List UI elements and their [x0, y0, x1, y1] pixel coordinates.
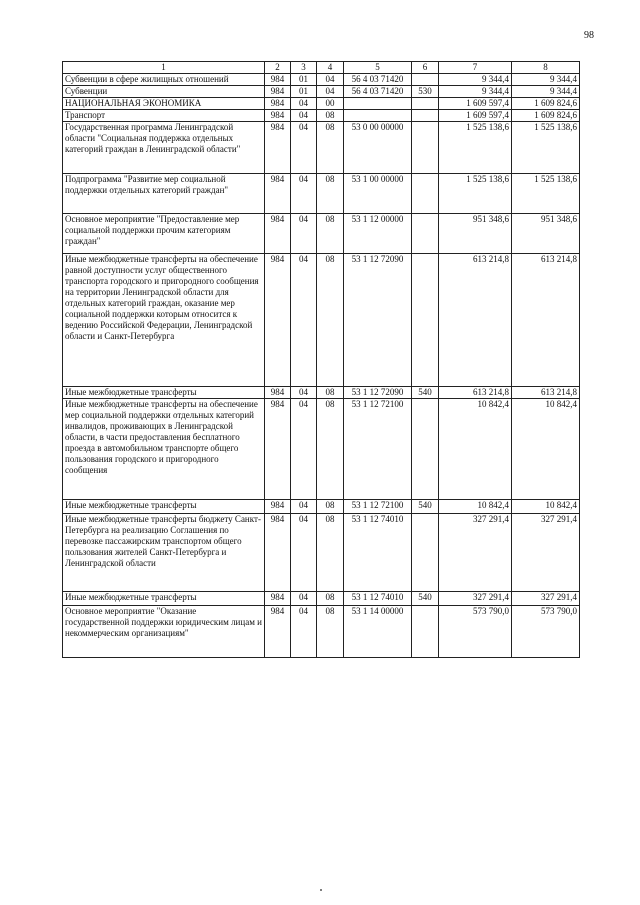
- row-gr: 984: [265, 254, 291, 387]
- row-csr: 53 0 00 00000: [344, 122, 412, 174]
- row-csr: 53 1 14 00000: [344, 606, 412, 658]
- row-sum1: 10 842,4: [439, 399, 512, 500]
- row-rz: 04: [291, 514, 317, 592]
- row-csr: 56 4 03 71420: [344, 86, 412, 98]
- row-gr: 984: [265, 387, 291, 399]
- table-row: [63, 399, 580, 500]
- row-sum1: 951 348,6: [439, 214, 512, 254]
- row-name: Подпрограмма "Развитие мер социальной поддержки отдельных категорий граждан": [63, 174, 265, 214]
- row-sum1: 327 291,4: [439, 514, 512, 592]
- row-rz: 04: [291, 254, 317, 387]
- header-cell: 8: [512, 62, 580, 74]
- row-vr: [412, 514, 439, 592]
- row-rz: 04: [291, 214, 317, 254]
- row-sum1: 613 214,8: [439, 387, 512, 399]
- row-name: Основное мероприятие "Оказание государственной поддержки юридическим лицам и некоммерческим организациям": [63, 606, 265, 658]
- row-csr: 53 1 12 72100: [344, 500, 412, 514]
- row-sum2: 951 348,6: [512, 214, 580, 254]
- header-cell: 2: [265, 62, 291, 74]
- row-pr: 08: [317, 387, 344, 399]
- row-sum2: 613 214,8: [512, 254, 580, 387]
- row-sum2: 327 291,4: [512, 592, 580, 606]
- row-name: Основное мероприятие "Предоставление мер социальной поддержки прочим категориям граждан": [63, 214, 265, 254]
- row-sum1: 10 842,4: [439, 500, 512, 514]
- row-pr: 08: [317, 174, 344, 214]
- row-pr: 08: [317, 514, 344, 592]
- table-row: [63, 74, 580, 86]
- row-gr: 984: [265, 110, 291, 122]
- row-sum2: 1 525 138,6: [512, 174, 580, 214]
- table-row: [63, 174, 580, 214]
- row-pr: 04: [317, 86, 344, 98]
- row-csr: 53 1 12 74010: [344, 592, 412, 606]
- table-row: [63, 592, 580, 606]
- row-rz: 04: [291, 387, 317, 399]
- row-vr: [412, 174, 439, 214]
- row-vr: [412, 74, 439, 86]
- row-csr: 53 1 12 72090: [344, 387, 412, 399]
- row-sum2: 1 525 138,6: [512, 122, 580, 174]
- row-pr: 08: [317, 500, 344, 514]
- row-rz: 04: [291, 500, 317, 514]
- row-gr: 984: [265, 74, 291, 86]
- row-sum2: 10 842,4: [512, 399, 580, 500]
- row-sum2: 1 609 824,6: [512, 110, 580, 122]
- row-rz: 04: [291, 122, 317, 174]
- row-name: Иные межбюджетные трансферты на обеспечение равной доступности услуг общественного транспорта городского и пригородного сообщения на территории Ленинградской области для отдельных категорий граждан, оказание мер социальной поддержки которым относится к ведению Российской Федерации, Ленинградской области и Санкт-Петербурга: [63, 254, 265, 387]
- row-sum2: 9 344,4: [512, 86, 580, 98]
- row-rz: 04: [291, 174, 317, 214]
- table-row: [63, 387, 580, 399]
- row-gr: 984: [265, 606, 291, 658]
- table-row: [63, 98, 580, 110]
- row-name: Иные межбюджетные трансферты бюджету Санкт-Петербурга на реализацию Соглашения по перевозке пассажирским транспортом общего пользования жителей Санкт-Петербурга и Ленинградской области: [63, 514, 265, 592]
- row-gr: 984: [265, 174, 291, 214]
- row-rz: 04: [291, 98, 317, 110]
- row-csr: 53 1 12 00000: [344, 214, 412, 254]
- table-row: [63, 500, 580, 514]
- row-name: Государственная программа Ленинградской области "Социальная поддержка отдельных категорий граждан в Ленинградской области": [63, 122, 265, 174]
- row-rz: 01: [291, 86, 317, 98]
- row-sum2: 327 291,4: [512, 514, 580, 592]
- row-rz: 04: [291, 606, 317, 658]
- row-gr: 984: [265, 514, 291, 592]
- row-gr: 984: [265, 122, 291, 174]
- row-rz: 04: [291, 110, 317, 122]
- row-rz: 01: [291, 74, 317, 86]
- row-pr: 08: [317, 399, 344, 500]
- row-pr: 08: [317, 592, 344, 606]
- row-vr: [412, 399, 439, 500]
- row-name: Иные межбюджетные трансферты: [63, 387, 265, 399]
- row-vr: [412, 214, 439, 254]
- page-number: 98: [584, 30, 594, 41]
- row-sum1: 1 609 597,4: [439, 98, 512, 110]
- table-row: [63, 214, 580, 254]
- row-pr: 08: [317, 254, 344, 387]
- row-name: Иные межбюджетные трансферты: [63, 500, 265, 514]
- row-pr: 00: [317, 98, 344, 110]
- row-vr: 540: [412, 592, 439, 606]
- scan-dot: [320, 889, 322, 891]
- row-csr: [344, 110, 412, 122]
- row-vr: [412, 98, 439, 110]
- row-sum2: 10 842,4: [512, 500, 580, 514]
- row-rz: 04: [291, 399, 317, 500]
- row-sum2: 613 214,8: [512, 387, 580, 399]
- row-csr: 53 1 00 00000: [344, 174, 412, 214]
- row-sum2: 573 790,0: [512, 606, 580, 658]
- row-sum1: 1 525 138,6: [439, 122, 512, 174]
- row-name: Иные межбюджетные трансферты: [63, 592, 265, 606]
- row-name: Субвенции в сфере жилищных отношений: [63, 74, 265, 86]
- row-pr: 08: [317, 110, 344, 122]
- row-vr: [412, 122, 439, 174]
- row-sum1: 327 291,4: [439, 592, 512, 606]
- row-vr: [412, 110, 439, 122]
- row-sum2: 1 609 824,6: [512, 98, 580, 110]
- row-gr: 984: [265, 592, 291, 606]
- row-vr: [412, 254, 439, 387]
- row-rz: 04: [291, 592, 317, 606]
- row-vr: 530: [412, 86, 439, 98]
- row-gr: 984: [265, 86, 291, 98]
- row-pr: 04: [317, 74, 344, 86]
- table-row: [63, 254, 580, 387]
- row-pr: 08: [317, 214, 344, 254]
- row-gr: 984: [265, 98, 291, 110]
- row-gr: 984: [265, 399, 291, 500]
- row-sum1: 9 344,4: [439, 86, 512, 98]
- header-cell: 5: [344, 62, 412, 74]
- table-row: [63, 122, 580, 174]
- table-row: [63, 86, 580, 98]
- row-csr: 53 1 12 72100: [344, 399, 412, 500]
- row-pr: 08: [317, 122, 344, 174]
- row-gr: 984: [265, 500, 291, 514]
- row-csr: 56 4 03 71420: [344, 74, 412, 86]
- table-row: [63, 514, 580, 592]
- budget-table: [62, 61, 580, 658]
- row-name: Иные межбюджетные трансферты на обеспечение мер социальной поддержки отдельных категорий инвалидов, проживающих в Ленинградской области, в части предоставления бесплатного проезда в автомобильном транспорте общего пользования городского и пригородного сообщения: [63, 399, 265, 500]
- row-sum1: 573 790,0: [439, 606, 512, 658]
- row-name: Субвенции: [63, 86, 265, 98]
- header-cell: 6: [412, 62, 439, 74]
- row-sum2: 9 344,4: [512, 74, 580, 86]
- row-vr: [412, 606, 439, 658]
- header-cell: 1: [63, 62, 265, 74]
- row-sum1: 1 525 138,6: [439, 174, 512, 214]
- header-cell: 3: [291, 62, 317, 74]
- row-csr: [344, 98, 412, 110]
- row-vr: 540: [412, 387, 439, 399]
- table-row: [63, 606, 580, 658]
- row-name: Транспорт: [63, 110, 265, 122]
- row-sum1: 1 609 597,4: [439, 110, 512, 122]
- row-pr: 08: [317, 606, 344, 658]
- row-name: НАЦИОНАЛЬНАЯ ЭКОНОМИКА: [63, 98, 265, 110]
- row-gr: 984: [265, 214, 291, 254]
- row-sum1: 613 214,8: [439, 254, 512, 387]
- table-row: [63, 110, 580, 122]
- row-sum1: 9 344,4: [439, 74, 512, 86]
- header-cell: 7: [439, 62, 512, 74]
- row-vr: 540: [412, 500, 439, 514]
- table-header-row: [63, 62, 580, 74]
- row-csr: 53 1 12 72090: [344, 254, 412, 387]
- header-cell: 4: [317, 62, 344, 74]
- row-csr: 53 1 12 74010: [344, 514, 412, 592]
